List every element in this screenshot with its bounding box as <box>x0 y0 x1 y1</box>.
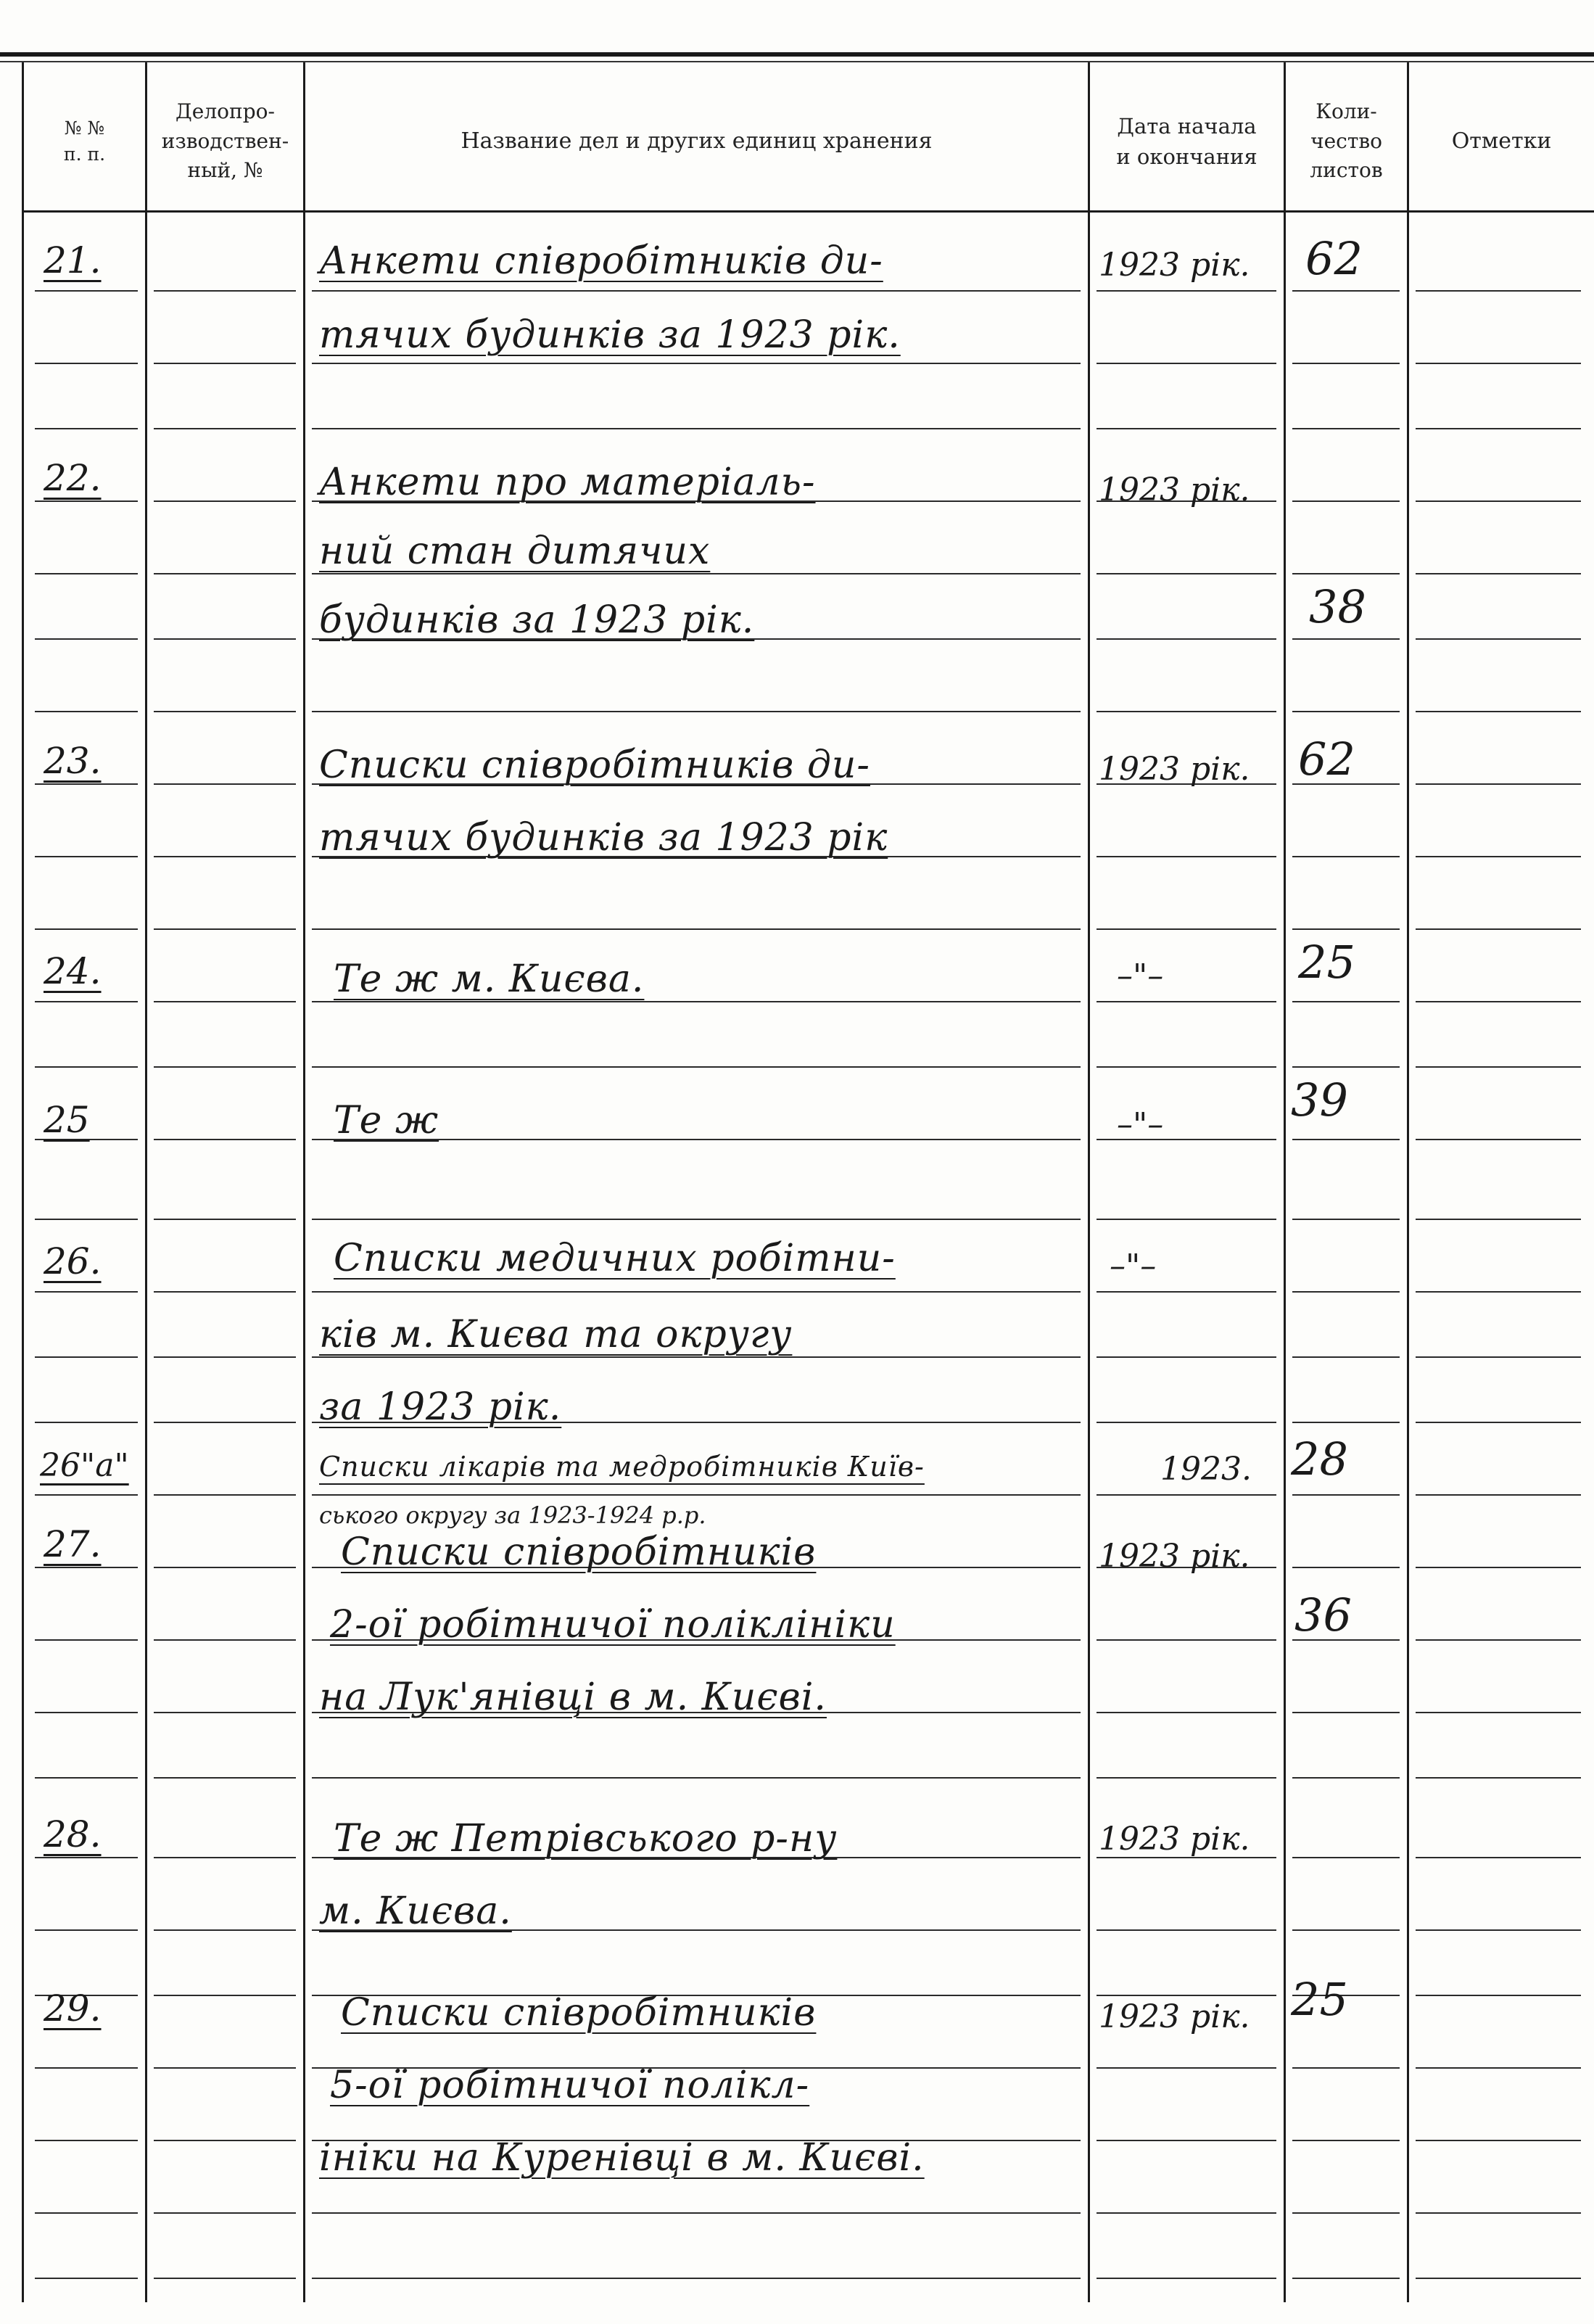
ruled-line <box>1292 1777 1400 1779</box>
header-sheets: Коли- чество листов <box>1310 99 1383 183</box>
top-border <box>0 52 1594 57</box>
ruled-line <box>1416 1001 1581 1002</box>
ruled-line <box>312 1219 1081 1220</box>
ruled-line <box>1097 1422 1276 1423</box>
entry-sheets: 25 <box>1291 1973 1348 2026</box>
entry-date: 1923 рік. <box>1099 247 1250 284</box>
column-line <box>1407 62 1409 2302</box>
ruled-line <box>1416 1712 1581 1713</box>
ruled-line <box>154 1712 296 1713</box>
ruled-line <box>1292 1857 1400 1858</box>
entry-sheets: 62 <box>1305 232 1363 285</box>
ruled-line <box>35 2212 138 2214</box>
header-number: № № п. п. <box>63 117 106 165</box>
ruled-line <box>312 928 1081 930</box>
ruled-line <box>154 783 296 785</box>
ruled-line <box>154 1567 296 1568</box>
entry-sheets: 62 <box>1298 733 1355 786</box>
entry-title-line: тячих будинків за 1923 рік <box>319 816 888 860</box>
ruled-line <box>1416 1639 1581 1641</box>
ruled-line <box>1416 500 1581 502</box>
ruled-line <box>154 711 296 712</box>
ruled-line <box>1416 2140 1581 2141</box>
ruled-line <box>154 1066 296 1068</box>
entry-title-line: 5-ої робітничої полікл- <box>330 2064 810 2107</box>
entry-date: 1923 рік. <box>1099 1538 1250 1575</box>
ruled-line <box>35 1422 138 1423</box>
ruled-line <box>1097 2212 1276 2214</box>
ruled-line <box>312 2212 1081 2214</box>
entry-date: –"– <box>1110 1248 1157 1285</box>
entry-title-line: ків м. Києва та округу <box>319 1313 793 1356</box>
entry-sheets: 36 <box>1294 1589 1352 1641</box>
ruled-line <box>154 2140 296 2141</box>
ruled-line <box>312 1001 1081 1002</box>
ruled-line <box>35 2140 138 2141</box>
ruled-line <box>1292 1291 1400 1293</box>
ruled-line <box>1097 1291 1276 1293</box>
entry-title-line: Те ж Петрівського р-ну <box>334 1817 838 1861</box>
ruled-line <box>154 1929 296 1931</box>
ruled-line <box>312 1494 1081 1496</box>
ruled-line <box>1416 1356 1581 1358</box>
ruled-line <box>1416 428 1581 429</box>
entry-title-line: Списки співробітників <box>341 1530 817 1574</box>
ruled-line <box>1097 928 1276 930</box>
ruled-line <box>1097 290 1276 292</box>
ruled-line <box>154 1857 296 1858</box>
header-office-number: Делопро- изводствен- ный, № <box>161 99 289 183</box>
entry-title-line: Списки співробітників <box>341 1991 817 2035</box>
ruled-line <box>154 573 296 574</box>
ruled-line <box>35 856 138 857</box>
ruled-line <box>1097 856 1276 857</box>
column-line <box>1284 62 1286 2302</box>
ruled-line <box>1097 363 1276 364</box>
entry-title-line: Те ж м. Києва. <box>334 957 645 1001</box>
entry-date: –"– <box>1117 957 1164 994</box>
header-dates: Дата начала и окончания <box>1116 113 1258 169</box>
ruled-line <box>35 2067 138 2069</box>
ruled-line <box>312 2278 1081 2279</box>
ruled-line <box>154 2278 296 2279</box>
ruled-line <box>312 290 1081 292</box>
entry-title-line: будинків за 1923 рік. <box>319 598 755 642</box>
ruled-line <box>35 1857 138 1858</box>
ruled-line <box>1097 2067 1276 2069</box>
ruled-line <box>312 1291 1081 1293</box>
ruled-line <box>35 1777 138 1779</box>
ruled-line <box>35 783 138 785</box>
ruled-line <box>35 290 138 292</box>
ruled-line <box>1416 1219 1581 1220</box>
ruled-line <box>1292 1066 1400 1068</box>
entry-number: 22. <box>44 457 102 499</box>
ruled-line <box>1416 1929 1581 1931</box>
ruled-line <box>1292 1219 1400 1220</box>
entry-number: 26. <box>44 1240 102 1282</box>
ruled-line <box>35 638 138 640</box>
entry-date: –"– <box>1117 1106 1164 1143</box>
ruled-line <box>1292 290 1400 292</box>
ruled-line <box>312 1777 1081 1779</box>
ruled-line <box>154 290 296 292</box>
ruled-line <box>35 928 138 930</box>
ruled-line <box>35 1356 138 1358</box>
entry-title-line: на Лук'янівці в м. Києві. <box>319 1676 827 1719</box>
column-line <box>145 62 147 2302</box>
ruled-line <box>1097 1356 1276 1358</box>
ruled-line <box>154 1356 296 1358</box>
entry-number: 24. <box>44 950 102 992</box>
entry-title-line: Списки співробітників ди- <box>319 743 870 787</box>
ruled-line <box>1292 2278 1400 2279</box>
ruled-line <box>1097 2140 1276 2141</box>
ruled-line <box>1416 1995 1581 1996</box>
ruled-line <box>1292 711 1400 712</box>
ruled-line <box>1097 1639 1276 1641</box>
ruled-line <box>1416 1422 1581 1423</box>
entry-title-line: 2-ої робітничої поліклініки <box>330 1603 896 1647</box>
ruled-line <box>154 1422 296 1423</box>
ruled-line <box>1292 363 1400 364</box>
ruled-line <box>154 1001 296 1002</box>
ruled-line <box>1416 638 1581 640</box>
entry-title-line: ініки на Куренівці в м. Києві. <box>319 2136 925 2180</box>
column-line <box>303 62 305 2302</box>
ruled-line <box>1292 1139 1400 1140</box>
ruled-line <box>1416 2212 1581 2214</box>
header-notes: Отметки <box>1451 128 1552 154</box>
ruled-line <box>1292 928 1400 930</box>
ruled-line <box>35 1066 138 1068</box>
entry-number: 29. <box>44 1987 102 2030</box>
ruled-line <box>1416 783 1581 785</box>
ruled-line <box>1097 711 1276 712</box>
entry-title-line: ського округу за 1923-1924 р.р. <box>319 1501 706 1529</box>
ruled-line <box>35 500 138 502</box>
ruled-line <box>35 1929 138 1931</box>
ruled-line <box>1097 428 1276 429</box>
ruled-line <box>1097 1712 1276 1713</box>
ruled-line <box>1097 1219 1276 1220</box>
entry-number: 25 <box>44 1099 90 1141</box>
header-divider <box>22 210 1594 213</box>
entry-title-line: за 1923 рік. <box>319 1385 562 1429</box>
ruled-line <box>312 573 1081 574</box>
ruled-line <box>35 1219 138 1220</box>
ruled-line <box>35 1567 138 1568</box>
ruled-line <box>154 500 296 502</box>
entry-number: 26"а" <box>40 1447 129 1484</box>
entry-title-line: Анкети співробітників ди- <box>319 239 883 283</box>
entry-title-line: Списки медичних робітни- <box>334 1237 896 1280</box>
ruled-line <box>154 363 296 364</box>
ruled-line <box>1097 2278 1276 2279</box>
ruled-line <box>1292 2212 1400 2214</box>
ruled-line <box>1292 428 1400 429</box>
entry-number: 28. <box>44 1813 102 1855</box>
ruled-line <box>154 1995 296 1996</box>
ruled-line <box>1097 1066 1276 1068</box>
ruled-line <box>1097 1777 1276 1779</box>
entry-date: 1923 рік. <box>1099 471 1250 508</box>
ruled-line <box>1097 638 1276 640</box>
ruled-line <box>154 1777 296 1779</box>
column-line <box>1088 62 1090 2302</box>
ruled-line <box>1292 1929 1400 1931</box>
ruled-line <box>1097 1995 1276 1996</box>
ruled-line <box>35 2278 138 2279</box>
ruled-line <box>1416 856 1581 857</box>
ruled-line <box>154 2067 296 2069</box>
ruled-line <box>35 573 138 574</box>
ruled-line <box>1292 2140 1400 2141</box>
ruled-line <box>154 856 296 857</box>
entry-date: 1923 рік. <box>1099 751 1250 788</box>
ruled-line <box>1416 1139 1581 1140</box>
entry-number: 23. <box>44 740 102 782</box>
ruled-line <box>1416 1777 1581 1779</box>
ruled-line <box>1097 1494 1276 1496</box>
ruled-line <box>35 1291 138 1293</box>
ruled-line <box>1292 1567 1400 1568</box>
ruled-line <box>154 1494 296 1496</box>
ruled-line <box>1416 1857 1581 1858</box>
entry-title-line: Те ж <box>334 1099 439 1142</box>
ruled-line <box>1292 1422 1400 1423</box>
ruled-line <box>1416 573 1581 574</box>
entry-title-line: м. Києва. <box>319 1890 512 1933</box>
ruled-line <box>1292 856 1400 857</box>
ruled-line <box>1416 1567 1581 1568</box>
ruled-line <box>1416 2278 1581 2279</box>
entry-date: 1923 рік. <box>1099 1821 1250 1858</box>
ruled-line <box>1292 2067 1400 2069</box>
ruled-line <box>35 711 138 712</box>
ruled-line <box>1416 290 1581 292</box>
ruled-line <box>154 1219 296 1220</box>
entry-sheets: 25 <box>1298 936 1355 989</box>
entry-sheets: 38 <box>1309 580 1366 633</box>
ruled-line <box>1416 1494 1581 1496</box>
ruled-line <box>154 1139 296 1140</box>
ruled-line <box>1292 573 1400 574</box>
header-title: Название дел и других единиц хранения <box>461 128 933 154</box>
entry-number: 21. <box>44 239 102 281</box>
entry-date: 1923 рік. <box>1099 1998 1250 2035</box>
ruled-line <box>1416 363 1581 364</box>
ruled-line <box>1097 1001 1276 1002</box>
ruled-line <box>1292 638 1400 640</box>
ruled-line <box>312 363 1081 364</box>
ruled-line <box>1416 711 1581 712</box>
ruled-line <box>35 363 138 364</box>
entry-title-line: ний стан дитячих <box>319 530 711 573</box>
ruled-line <box>1292 1356 1400 1358</box>
ruled-line <box>312 428 1081 429</box>
ruled-line <box>312 1356 1081 1358</box>
column-line <box>22 62 24 2302</box>
ruled-line <box>1416 1066 1581 1068</box>
entry-title-line: тячих будинків за 1923 рік. <box>319 313 901 357</box>
top-border-inner <box>0 61 1594 62</box>
ruled-line <box>1416 2067 1581 2069</box>
entry-title-line: Списки лікарів та медробітників Київ- <box>319 1451 925 1483</box>
ruled-line <box>154 638 296 640</box>
ruled-line <box>154 1291 296 1293</box>
ruled-line <box>312 1066 1081 1068</box>
entry-number: 27. <box>44 1523 102 1565</box>
entry-sheets: 28 <box>1291 1433 1348 1486</box>
ruled-line <box>1292 1001 1400 1002</box>
ruled-line <box>1292 500 1400 502</box>
ruled-line <box>1292 1494 1400 1496</box>
ruled-line <box>1097 1929 1276 1931</box>
ruled-line <box>154 928 296 930</box>
ruled-line <box>154 2212 296 2214</box>
ruled-line <box>154 1639 296 1641</box>
ruled-line <box>35 1001 138 1002</box>
ruled-line <box>154 428 296 429</box>
ruled-line <box>35 1712 138 1713</box>
ruled-line <box>35 428 138 429</box>
entry-date: 1923. <box>1160 1451 1252 1488</box>
ruled-line <box>1416 928 1581 930</box>
ruled-line <box>312 711 1081 712</box>
ruled-line <box>35 1494 138 1496</box>
ruled-line <box>1292 1712 1400 1713</box>
ruled-line <box>1097 573 1276 574</box>
entry-title-line: Анкети про матеріаль- <box>319 461 816 504</box>
ruled-line <box>35 1639 138 1641</box>
entry-sheets: 39 <box>1291 1074 1348 1126</box>
ruled-line <box>1416 1291 1581 1293</box>
